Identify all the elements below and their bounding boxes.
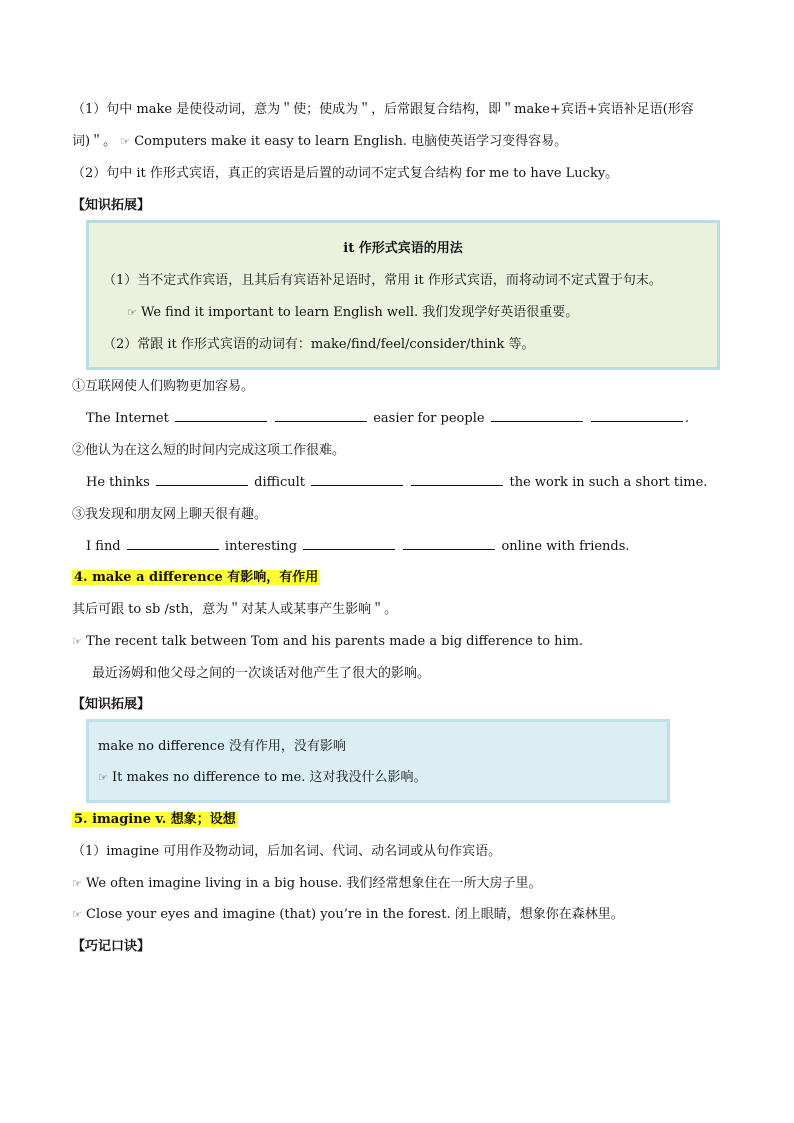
- pointing-hand-icon: ☞: [98, 771, 108, 784]
- exercise-2-en: [86, 473, 707, 493]
- exercise-3-part3: online with friends.: [501, 539, 630, 554]
- box1-point1: （1）当不定式作宾语，且其后有宾语补足语时，常用 it 作形式宾语，而将动词不定式置于句末。: [103, 273, 662, 288]
- section5-title-text: 5. imagine v. 想象；设想: [74, 812, 236, 827]
- answer-blank[interactable]: [411, 473, 503, 486]
- box2-line1: make no difference 没有作用，没有影响: [98, 739, 346, 754]
- section4-example-en: [72, 632, 583, 652]
- mnemonic-heading: 【巧记口诀】: [72, 939, 151, 954]
- para1-line1: （1）句中 make 是使役动词，意为＂使；使成为＂，后常跟复合结构，即＂make+宾语+宾语补足语(形容: [72, 102, 694, 117]
- make-no-difference-box: [88, 721, 668, 801]
- exercise-3-en: [86, 537, 630, 557]
- knowledge-extension-heading: 【知识拓展】: [72, 198, 151, 213]
- para2: （2）句中 it 作形式宾语，真正的宾语是后置的动词不定式复合结构 for me to have Lucky。: [72, 166, 619, 181]
- para1-line2: [72, 132, 567, 152]
- pointing-hand-icon: ☞: [120, 135, 131, 148]
- section5-example2: [72, 905, 624, 925]
- box1-example1: [127, 303, 578, 323]
- pointing-hand-icon: ☞: [72, 908, 82, 921]
- box2-line2-text: It makes no difference to me. 这对我没什么影响。: [112, 770, 427, 785]
- section4-example-cn: 最近汤姆和他父母之间的一次谈话对他产生了很大的影响。: [92, 666, 431, 681]
- it-formal-object-box: [88, 222, 718, 368]
- exercise-1-part2: easier for people: [373, 411, 485, 426]
- answer-blank[interactable]: [175, 409, 267, 422]
- exercise-2-part3: the work in such a short time.: [509, 475, 708, 490]
- answer-blank[interactable]: [156, 473, 248, 486]
- exercise-2-part2: difficult: [254, 475, 306, 490]
- exercise-1-en: [86, 409, 689, 429]
- exercise-3-part2: interesting: [224, 539, 298, 554]
- pointing-hand-icon: ☞: [127, 306, 137, 319]
- answer-blank[interactable]: [403, 537, 495, 550]
- para1-example: Computers make it easy to learn English. 电脑使英语学习变得容易。: [134, 134, 568, 149]
- box1-title: it 作形式宾语的用法: [343, 241, 463, 256]
- section5-example1-text: We often imagine living in a big house. 我们经常想象住在一所大房子里。: [86, 876, 542, 891]
- pointing-hand-icon: ☞: [72, 635, 82, 648]
- section4-title: [72, 568, 320, 588]
- box1-point2: （2）常跟 it 作形式宾语的动词有：make/find/feel/consider/think 等。: [103, 337, 535, 352]
- para1-line2-prefix: 词)＂。: [72, 134, 117, 149]
- exercise-1-part3: .: [684, 411, 689, 426]
- box1-example1-text: We find it important to learn English well. 我们发现学好英语很重要。: [141, 305, 579, 320]
- exercise-2-cn: ②他认为在这么短的时间内完成这项工作很难。: [72, 443, 346, 458]
- knowledge-extension-heading: 【知识拓展】: [72, 697, 151, 712]
- box2-line2: [98, 768, 427, 788]
- pointing-hand-icon: ☞: [72, 877, 82, 890]
- section5-example1: [72, 874, 541, 894]
- exercise-1-cn: ①互联网使人们购物更加容易。: [72, 379, 255, 394]
- section5-point1: （1）imagine 可用作及物动词，后加名词、代词、动名词或从句作宾语。: [72, 844, 502, 859]
- exercise-3-cn: ③我发现和朋友网上聊天很有趣。: [72, 507, 268, 522]
- exercise-1-part1: The Internet: [86, 411, 169, 426]
- section4-desc: 其后可跟 to sb /sth，意为＂对某人或某事产生影响＂。: [72, 602, 398, 617]
- answer-blank[interactable]: [491, 409, 583, 422]
- answer-blank[interactable]: [127, 537, 219, 550]
- section4-title-text: 4. make a difference 有影响，有作用: [74, 570, 319, 585]
- answer-blank[interactable]: [303, 537, 395, 550]
- exercise-3-part1: I find: [86, 539, 121, 554]
- exercise-2-part1: He thinks: [86, 475, 150, 490]
- answer-blank[interactable]: [311, 473, 403, 486]
- section5-title: [72, 810, 238, 830]
- section5-example2-text: Close your eyes and imagine (that) you’re in the forest. 闭上眼睛，想象你在森林里。: [86, 907, 624, 922]
- section4-example-en-text: The recent talk between Tom and his parents made a big difference to him.: [86, 634, 584, 649]
- answer-blank[interactable]: [591, 409, 683, 422]
- answer-blank[interactable]: [275, 409, 367, 422]
